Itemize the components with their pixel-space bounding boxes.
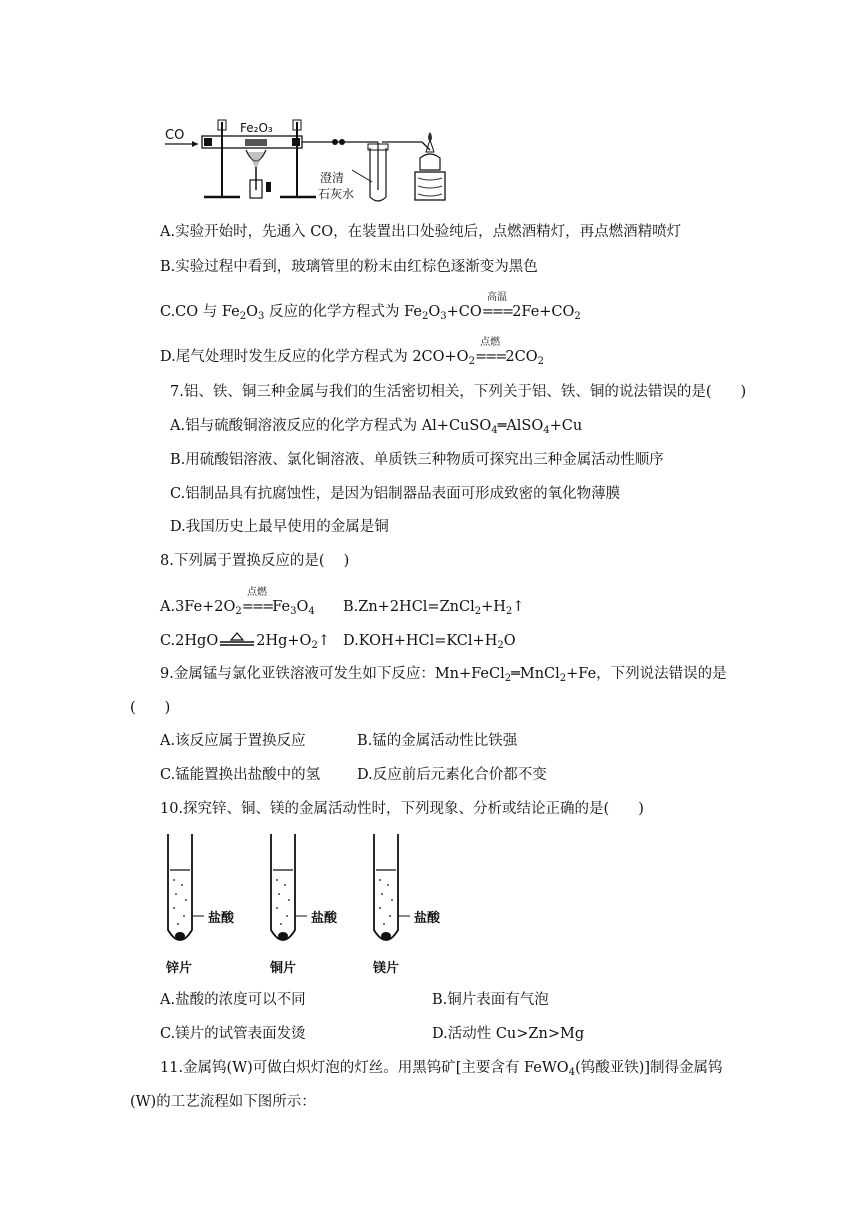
test-tube-zinc [165,834,235,976]
limewater-label-2: 石灰水 [318,187,355,201]
q8-option-d: $D.KOH+HCl=KCl+H_2O$ [343,633,516,651]
q9-option-c: C.锰能置换出盐酸中的氢 [160,767,321,783]
limewater-label-1: 澄清 [320,171,345,185]
metal-label-copper: 铜片 [270,961,297,976]
metal-label-magnesium: 镁片 [373,961,400,976]
q9-paren: ( ) [130,700,171,716]
q8-option-a: $A.3Fe+2O_2$ 点燃 $===Fe_3O_4$ [160,587,315,617]
metal-label-zinc: 锌片 [166,961,193,976]
acid-label-3: 盐酸 [414,911,441,926]
q11-line-1: 11.金属钨(W)可做白炽灯泡的灯丝。用黑钨矿[主要含有 FeWO$_4$(钨酸亚铁)]制得金属钨 [160,1060,723,1078]
q8-stem: 8.下列属于置换反应的是( ) [160,553,350,569]
q10-stem: 10.探究锌、铜、镁的金属活动性时，下列现象、分析或结论正确的是( ) [160,801,644,817]
q7-option-b: B.用硫酸铝溶液、氯化铜溶液、单质铁三种物质可探究出三种金属活动性顺序 [170,452,664,468]
q8-option-b: $B.Zn+2HCl=ZnCl_2+H_2↑$ [343,599,525,617]
condition-heat [218,631,256,651]
q10-option-d: D.活动性 Cu>Zn>Mg [432,1026,585,1042]
q6-option-b: B.实验过程中看到，玻璃管里的粉末由红棕色逐渐变为黑色 [160,259,538,275]
q10-option-c: C.镁片的试管表面发烫 [160,1026,306,1042]
test-tube-copper [269,834,338,976]
q7-option-a: A.铝与硫酸铜溶液反应的化学方程式为 Al+CuSO$_4$═AlSO$_4$+Cu [170,418,583,436]
q9-stem: 9.金属锰与氯化亚铁溶液可发生如下反应：Mn+FeCl$_2$═MnCl$_2$+Fe，下列说法错误的是 [160,666,727,684]
q7-option-d: D.我国历史上最早使用的金属是铜 [170,519,389,535]
condition-ignite: 点燃 === [474,337,506,365]
q7-stem: 7.铝、铁、铜三种金属与我们的生活密切相关，下列关于铝、铁、铜的说法错误的是( ) [170,384,747,400]
q10-option-a: A.盐酸的浓度可以不同 [160,992,306,1008]
co-label: CO [165,128,185,143]
q9-option-a: A.该反应属于置换反应 [160,733,306,749]
q6-option-a: A.实验开始时，先通入 CO，在装置出口处验纯后，点燃酒精灯，再点燃酒精喷灯 [160,224,682,240]
condition-ignite-q8: 点燃 === [241,587,273,615]
q8-option-c: C.2HgO $2Hg+O_2↑$ [160,633,330,651]
q10-option-b: B.铜片表面有气泡 [432,992,549,1008]
test-tubes-figure [160,830,460,980]
fe2o3-label: Fe₂O₃ [240,121,273,135]
q6-option-d: D.尾气处理时发生反应的化学方程式为 $2CO+O_2$ 点燃 $===2CO_2$ [160,337,544,367]
condition-high-temp: 高温 === [481,292,513,320]
q7-option-c: C.铝制品具有抗腐蚀性，是因为铝制器品表面可形成致密的氧化物薄膜 [170,486,621,502]
q6-option-c: C.CO 与 $Fe_2O_3$ 反应的化学方程式为 $Fe_2O_3+CO$ 高温 $===2Fe+CO_2$ [160,292,581,322]
acid-label-2: 盐酸 [311,911,338,926]
q9-option-d: D.反应前后元素化合价都不变 [357,767,547,783]
acid-label-1: 盐酸 [208,911,235,926]
q11-line-2: (W)的工艺流程如下图所示： [130,1094,316,1110]
co-reduction-apparatus [160,112,460,212]
q9-option-b: B.锰的金属活动性比铁强 [357,733,518,749]
test-tube-magnesium [372,834,441,976]
